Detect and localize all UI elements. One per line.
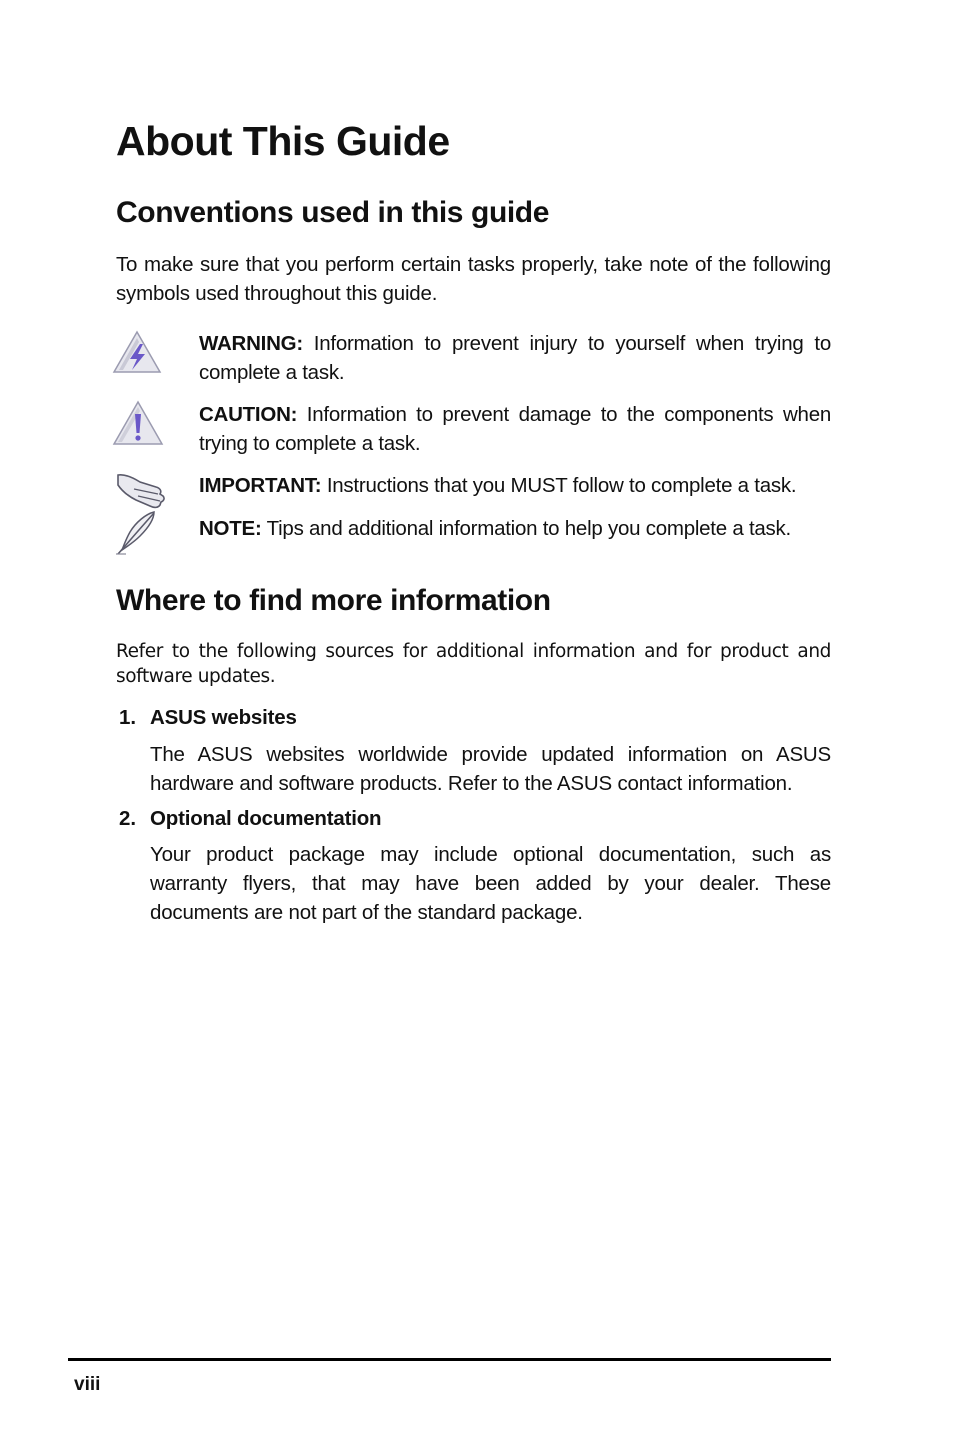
list-item-number: 1. — [119, 706, 137, 729]
note-notice — [199, 514, 831, 543]
important-label: IMPORTANT: — [199, 474, 322, 497]
important-text: Instructions that you MUST follow to complete a task. — [321, 474, 797, 497]
note-label: NOTE: — [199, 517, 262, 540]
warning-notice — [199, 329, 831, 387]
list-item-title: Optional documentation — [150, 807, 382, 830]
conventions-intro: To make sure that you perform certain tasks properly, take note of the following symbols used throughout this guide. — [116, 253, 831, 305]
conventions-heading: Conventions used in this guide — [116, 196, 550, 229]
note-text: Tips and additional information to help you complete a task. — [261, 517, 791, 540]
warning-text: Information to prevent injury to yourself when trying to complete a task. — [199, 332, 831, 384]
caution-notice — [199, 400, 831, 458]
more-info-heading: Where to find more information — [116, 584, 551, 617]
caution-exclamation-icon — [110, 399, 166, 447]
list-item-body: Your product package may include optional documentation, such as warranty flyers, that may have been added by your dealer. These documents are not part of the standard package. — [150, 843, 831, 924]
footer-rule — [68, 1358, 831, 1361]
caution-text: Information to prevent damage to the components when trying to complete a task. — [199, 403, 831, 455]
warning-lightning-icon — [110, 328, 166, 376]
note-feather-icon — [110, 508, 166, 556]
page-title: About This Guide — [116, 118, 450, 164]
list-item-number: 2. — [119, 807, 137, 830]
more-info-intro: Refer to the following sources for additional information and for product and software updates. — [116, 641, 831, 687]
warning-label: WARNING: — [199, 332, 303, 355]
important-hand-icon — [110, 465, 166, 513]
page-number: viii — [74, 1374, 101, 1395]
important-notice — [199, 471, 831, 500]
list-item-body: The ASUS websites worldwide provide updated information on ASUS hardware and software products. Refer to the ASUS contact information. — [150, 743, 831, 795]
caution-label: CAUTION: — [199, 403, 298, 426]
list-item-title: ASUS websites — [150, 706, 297, 729]
